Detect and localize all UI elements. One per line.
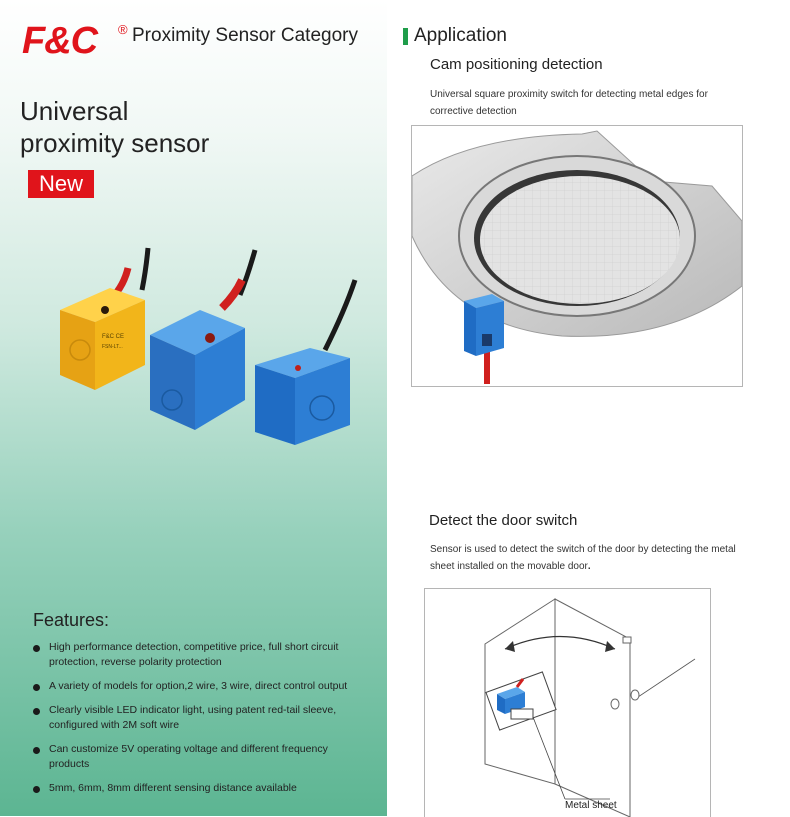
feature-item: A variety of models for option,2 wire, 3 wire, direct control output <box>33 679 363 694</box>
brand-logo: F&C <box>22 20 98 62</box>
door-description-line1: Sensor is used to detect the switch of the door by detecting the metal <box>430 544 736 555</box>
blue-sensor-large-image <box>150 250 255 430</box>
cam-section-description <box>430 86 708 120</box>
door-illustration <box>424 588 711 817</box>
yellow-sensor-label2: FSN-LT... <box>102 344 123 350</box>
product-panel <box>0 0 387 816</box>
application-title: Application <box>414 25 507 46</box>
feature-item: 5mm, 6mm, 8mm different sensing distance available <box>33 781 363 796</box>
cam-description-line1: Universal square proximity switch for detecting metal edges for <box>430 89 708 100</box>
metal-sheet-label: Metal sheet <box>565 800 617 811</box>
product-title <box>20 95 209 159</box>
door-description-end: . <box>587 561 591 572</box>
application-accent-bar <box>403 28 408 45</box>
feature-item: Can customize 5V operating voltage and different frequency products <box>33 742 363 772</box>
cam-sensor-image <box>464 294 504 384</box>
cam-illustration <box>411 125 743 387</box>
cam-description-line2: corrective detection <box>430 106 517 117</box>
product-title-line2: proximity sensor <box>20 128 210 158</box>
yellow-sensor-label1: F&C CE <box>102 334 125 340</box>
door-section-title: Detect the door switch <box>429 512 578 529</box>
door-description-line2: sheet installed on the movable door <box>430 561 588 572</box>
sensor-product-photo <box>50 240 380 460</box>
features-title: Features: <box>33 610 110 630</box>
product-title-line1: Universal <box>20 96 129 126</box>
door-section-description <box>430 541 736 575</box>
new-badge: New <box>28 170 94 198</box>
features-list <box>33 640 363 805</box>
feature-item: Clearly visible LED indicator light, using patent red-tail sleeve, configured with 2M soft wire <box>33 703 363 733</box>
blue-sensor-small-image <box>255 280 355 445</box>
feature-item: High performance detection, competitive price, full short circuit protection, reverse polarity protection <box>33 640 363 670</box>
category-title: Proximity Sensor Category <box>132 25 358 46</box>
yellow-sensor-image <box>60 248 148 390</box>
registered-mark: ® <box>118 22 128 37</box>
cam-section-title: Cam positioning detection <box>430 56 603 73</box>
